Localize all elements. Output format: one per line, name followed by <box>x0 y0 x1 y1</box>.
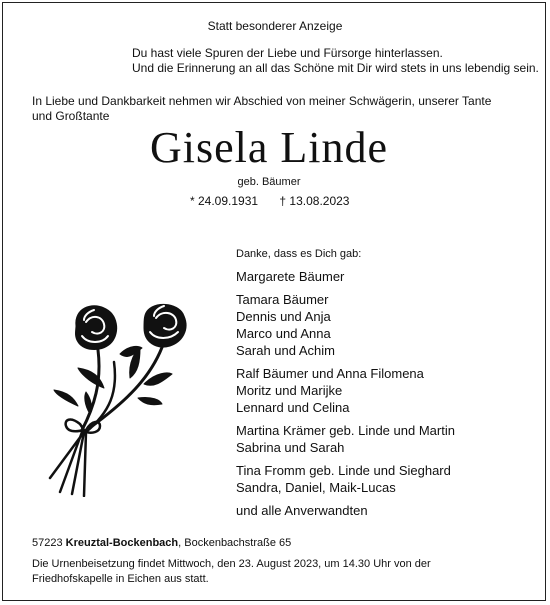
mourner-line: und alle Anverwandten <box>236 503 368 518</box>
mourner-group <box>236 268 455 285</box>
roses-icon <box>44 302 194 497</box>
mourner-line: Sarah und Achim <box>236 343 336 358</box>
death-date: † 13.08.2023 <box>279 194 350 208</box>
mourner-group <box>236 365 455 416</box>
mourner-line: Martina Krämer geb. Linde und Martin <box>236 423 455 438</box>
maiden-name: geb. Bäumer <box>237 176 301 188</box>
address <box>32 537 291 549</box>
birth-date: * 24.09.1931 <box>190 194 259 208</box>
funeral-notice <box>32 557 431 587</box>
intro-text <box>32 94 491 124</box>
mourner-line: Ralf Bäumer und Anna Filomena <box>236 366 424 381</box>
intro-line: und Großtante <box>32 109 110 123</box>
funeral-line: Friedhofskapelle in Eichen aus statt. <box>32 573 209 585</box>
mourners-list <box>236 268 455 525</box>
street: , Bockenbachstraße 65 <box>178 537 292 549</box>
mourner-line: Dennis und Anja <box>236 309 331 324</box>
mourner-line: Moritz und Marijke <box>236 383 343 398</box>
mourner-line: Margarete Bäumer <box>236 269 345 284</box>
intro-line: In Liebe und Dankbarkeit nehmen wir Abschied von meiner Schwägerin, unserer Tante <box>32 94 492 108</box>
mourner-group <box>236 422 455 456</box>
mourner-line: Marco und Anna <box>236 326 331 341</box>
mourner-group <box>236 462 455 496</box>
mourner-line: Sabrina und Sarah <box>236 440 345 455</box>
mourner-line: Sandra, Daniel, Maik-Lucas <box>236 480 396 495</box>
poem <box>132 46 539 76</box>
mourner-line: Tina Fromm geb. Linde und Sieghard <box>236 463 451 478</box>
deceased-name: Gisela Linde <box>149 123 389 172</box>
mourner-line: Lennard und Celina <box>236 400 350 415</box>
mourner-line: Tamara Bäumer <box>236 292 329 307</box>
poem-line: Und die Erinnerung an all das Schöne mit Dir wird stets in uns lebendig sein. <box>132 61 539 75</box>
funeral-line: Die Urnenbeisetzung findet Mittwoch, den 23. August 2023, um 14.30 Uhr von der <box>32 558 431 570</box>
mourner-group <box>236 291 455 359</box>
poem-line: Du hast viele Spuren der Liebe und Fürsorge hinterlassen. <box>132 46 443 60</box>
thanks-heading: Danke, dass es Dich gab: <box>236 248 362 260</box>
postal-code: 57223 <box>32 537 63 549</box>
mourner-group <box>236 502 455 519</box>
notice-header: Statt besonderer Anzeige <box>207 19 343 33</box>
town: Kreuztal-Bockenbach <box>65 537 179 549</box>
life-dates <box>190 194 349 208</box>
